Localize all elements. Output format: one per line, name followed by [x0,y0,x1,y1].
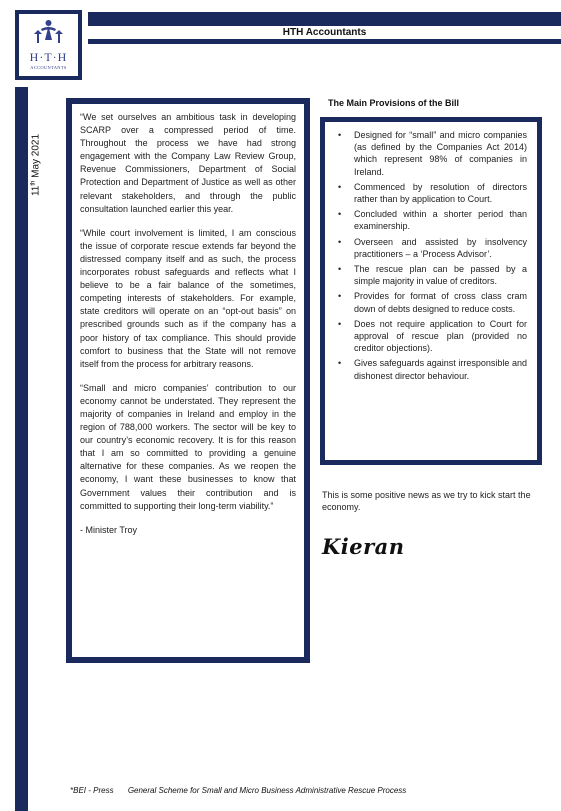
quote-attribution: - Minister Troy [80,524,138,535]
left-accent-strip [15,87,28,811]
provision-item: • Commenced by resolution of directors rather than by application to Court. [338,181,527,205]
provision-item: • Concluded within a shorter period than examinership. [338,208,527,232]
provision-item: • Designed for “small” and micro companies (as defined by the Companies Act 2014) which represent 98% of companies in Ireland. [338,129,527,178]
quote-paragraph: “Small and micro companies’ contribution to our economy cannot be understated. They represent the majority of companies in Ireland and employ in the region of 788,000 workers. The sector will be key to our country’s economic recovery. It is for this reason that I am so committed to providing a genuine alternative for these companies. As we reopen the economy, I want these businesses to know that Government values their contribution and is committed to supporting their long-term viability.” [80,382,296,511]
minister-quote-content [72,104,304,657]
date-month-year: May 2021 [30,133,42,181]
quote-paragraph: “We set ourselves an ambitious task in developing SCARP over a compressed period of time. Throughout the process we have had strong engagement with the Company Law Review Group, Revenue Commissioners, Department of Social Protection and Department of Justice as well as other relevant stakeholders, and through the public consultation launched earlier this year. [80,112,296,214]
signature: Kieran [322,534,405,559]
header-title: HTH Accountants [88,26,561,39]
date-day: 11 [30,185,42,197]
quote-paragraph: “While court involvement is limited, I am conscious the issue of corporate rescue extends far beyond the distressed company itself and as such, the process incorporates robust safeguards and reflects what I believe to be a fair balance of the sometimes, competing interests of stakeholders. For example, state creditors will operate on an “opt-out basis” on prescribed grounds such as if the company has a poor history of tax compliance. This should provide comfort to business that the State will not remove itself from the process for arbitrary reasons. [80,227,296,369]
footer [70,786,406,795]
provision-item: • The rescue plan can be passed by a simple majority in value of creditors. [338,263,527,287]
closing-note: This is some positive news as we try to kick start the economy. [322,490,531,512]
footer-source: *BEI - Press [70,786,114,795]
issue-date [30,134,41,196]
minister-quote-box [66,98,310,663]
provisions-content [325,122,537,460]
provisions-box [320,117,542,465]
header-bar-bottom [88,39,561,44]
company-logo [15,10,82,80]
provision-item: • Gives safeguards against irresponsible and dishonest director behaviour. [338,357,527,381]
date-suffix: th [30,180,37,186]
provisions-list [338,129,527,382]
provision-item: • Overseen and assisted by insolvency practitioners – a ‘Process Advisor’. [338,236,527,260]
footer-title: General Scheme for Small and Micro Business Administrative Rescue Process [127,786,407,795]
provision-item: • Provides for format of cross class cram down of debts designed to reduce costs. [338,290,527,314]
logo-letters: H·T·H [29,50,68,64]
provisions-title: The Main Provisions of the Bill [328,98,460,108]
header-bar-top [88,12,561,26]
logo-subtitle: ACCOUNTANTS [30,65,67,70]
provision-item: • Does not require application to Court for approval of rescue plan (provided no creditor objections). [338,318,527,355]
